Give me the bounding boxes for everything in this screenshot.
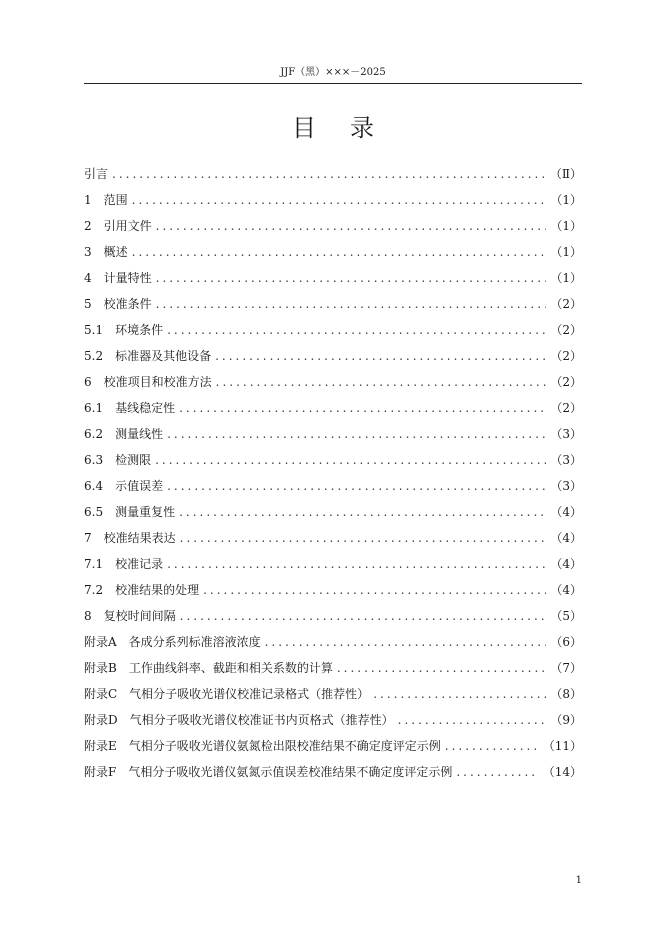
toc-dot-leader: [216, 369, 547, 395]
toc-entry-label: 7 校准结果表达: [84, 531, 176, 545]
document-code-header: JJF（黑）×××－2025: [280, 67, 386, 78]
toc-entry-label: 4 计量特性: [84, 271, 152, 285]
toc-entry[interactable]: [84, 317, 582, 343]
toc-entry-label: 附录E 气相分子吸收光谱仪氨氮检出限校准结果不确定度评定示例: [84, 739, 441, 753]
toc-entry[interactable]: [84, 187, 582, 213]
toc-entry-page: （8）: [550, 687, 582, 701]
toc-entry[interactable]: [84, 499, 582, 525]
toc-entry-page: （7）: [550, 661, 582, 675]
toc-entry-label: 5.2 标准器及其他设备: [84, 349, 212, 363]
toc-entry-page: （1）: [550, 193, 582, 207]
toc-entry-label: 5.1 环境条件: [84, 323, 164, 337]
toc-entry-label: 6.1 基线稳定性: [84, 401, 176, 415]
toc-entry-label: 附录A 各成分系列标准溶液浓度: [84, 635, 261, 649]
toc-entry-page: （5）: [550, 609, 582, 623]
toc-entry[interactable]: [84, 733, 582, 759]
toc-entry[interactable]: [84, 655, 582, 681]
toc-dot-leader: [398, 707, 547, 733]
toc-entry-label: 6.2 测量线性: [84, 427, 164, 441]
toc-dot-leader: [132, 187, 547, 213]
toc-entry-page: （6）: [550, 635, 582, 649]
toc-entry-label: 附录C 气相分子吸收光谱仪校准记录格式（推荐性）: [84, 687, 370, 701]
toc-entry[interactable]: [84, 239, 582, 265]
toc-entry-label: 2 引用文件: [84, 219, 152, 233]
toc-entry-page: （3）: [550, 453, 582, 467]
toc-entry-label: 8 复校时间间隔: [84, 609, 176, 623]
toc-entry-label: 6.5 测量重复性: [84, 505, 176, 519]
toc-entry-page: （4）: [550, 583, 582, 597]
toc-entry[interactable]: [84, 161, 582, 187]
toc-entry-label: 6 校准项目和校准方法: [84, 375, 212, 389]
toc-dot-leader: [167, 421, 546, 447]
toc-dot-leader: [180, 525, 547, 551]
toc-entry-page: （1）: [550, 245, 582, 259]
toc-dot-leader: [132, 239, 547, 265]
toc-dot-leader: [112, 161, 546, 187]
toc-dot-leader: [265, 629, 547, 655]
toc-entry-label: 6.4 示值误差: [84, 479, 164, 493]
page-title: 目录: [292, 114, 408, 142]
toc-entry-page: （2）: [550, 323, 582, 337]
toc-entry-page: （1）: [550, 271, 582, 285]
toc-entry-page: （3）: [550, 479, 582, 493]
toc-entry-page: （1）: [550, 219, 582, 233]
toc-dot-leader: [337, 655, 547, 681]
toc-dot-leader: [215, 343, 546, 369]
toc-dot-leader: [373, 681, 546, 707]
toc-dot-leader: [445, 733, 539, 759]
toc-entry[interactable]: [84, 447, 582, 473]
toc-entry-page: （9）: [550, 713, 582, 727]
toc-entry[interactable]: [84, 369, 582, 395]
toc-dot-leader: [456, 759, 538, 785]
toc-entry[interactable]: [84, 265, 582, 291]
toc-entry[interactable]: [84, 759, 582, 785]
toc-entry-label: 附录D 气相分子吸收光谱仪校准证书内页格式（推荐性）: [84, 713, 394, 727]
toc-entry-page: （Ⅱ）: [549, 167, 582, 181]
toc-entry-label: 1 范围: [84, 193, 128, 207]
toc-entry[interactable]: [84, 707, 582, 733]
header-rule: [84, 83, 582, 84]
toc-entry-label: 引言: [84, 167, 109, 181]
toc-entry[interactable]: [84, 551, 582, 577]
toc-dot-leader: [179, 499, 546, 525]
toc-entry[interactable]: [84, 213, 582, 239]
page-number: 1: [575, 875, 582, 886]
toc-entry[interactable]: [84, 343, 582, 369]
toc-entry-page: （14）: [542, 765, 582, 779]
toc-entry-label: 6.3 检测限: [84, 453, 152, 467]
toc-entry[interactable]: [84, 577, 582, 603]
toc-entry-label: 5 校准条件: [84, 297, 152, 311]
toc-dot-leader: [180, 603, 547, 629]
toc-entry[interactable]: [84, 603, 582, 629]
toc-entry[interactable]: [84, 421, 582, 447]
toc-entry[interactable]: [84, 473, 582, 499]
toc-entry-label: 7.1 校准记录: [84, 557, 164, 571]
toc-entry-page: （2）: [550, 375, 582, 389]
toc-dot-leader: [156, 291, 547, 317]
toc-entry-label: 3 概述: [84, 245, 128, 259]
toc-dot-leader: [156, 213, 547, 239]
toc-dot-leader: [167, 317, 546, 343]
toc-entry[interactable]: [84, 681, 582, 707]
toc-dot-leader: [167, 551, 546, 577]
toc-entry-page: （4）: [550, 531, 582, 545]
toc-dot-leader: [156, 265, 547, 291]
toc-entry-page: （2）: [550, 349, 582, 363]
toc-entry[interactable]: [84, 525, 582, 551]
toc-entry-label: 附录B 工作曲线斜率、截距和相关系数的计算: [84, 661, 333, 675]
toc-dot-leader: [179, 395, 546, 421]
toc-entry-page: （11）: [542, 739, 582, 753]
toc-entry[interactable]: [84, 395, 582, 421]
toc-dot-leader: [203, 577, 546, 603]
toc-entry[interactable]: [84, 629, 582, 655]
toc-entry-label: 7.2 校准结果的处理: [84, 583, 200, 597]
toc-entry-page: （2）: [550, 297, 582, 311]
toc-entry[interactable]: [84, 291, 582, 317]
toc-entry-page: （3）: [550, 427, 582, 441]
toc-entry-page: （4）: [550, 557, 582, 571]
table-of-contents: [84, 161, 582, 785]
toc-entry-page: （2）: [550, 401, 582, 415]
toc-dot-leader: [167, 473, 546, 499]
toc-dot-leader: [155, 447, 546, 473]
toc-entry-page: （4）: [550, 505, 582, 519]
toc-entry-label: 附录F 气相分子吸收光谱仪氨氮示值误差校准结果不确定度评定示例: [84, 765, 453, 779]
